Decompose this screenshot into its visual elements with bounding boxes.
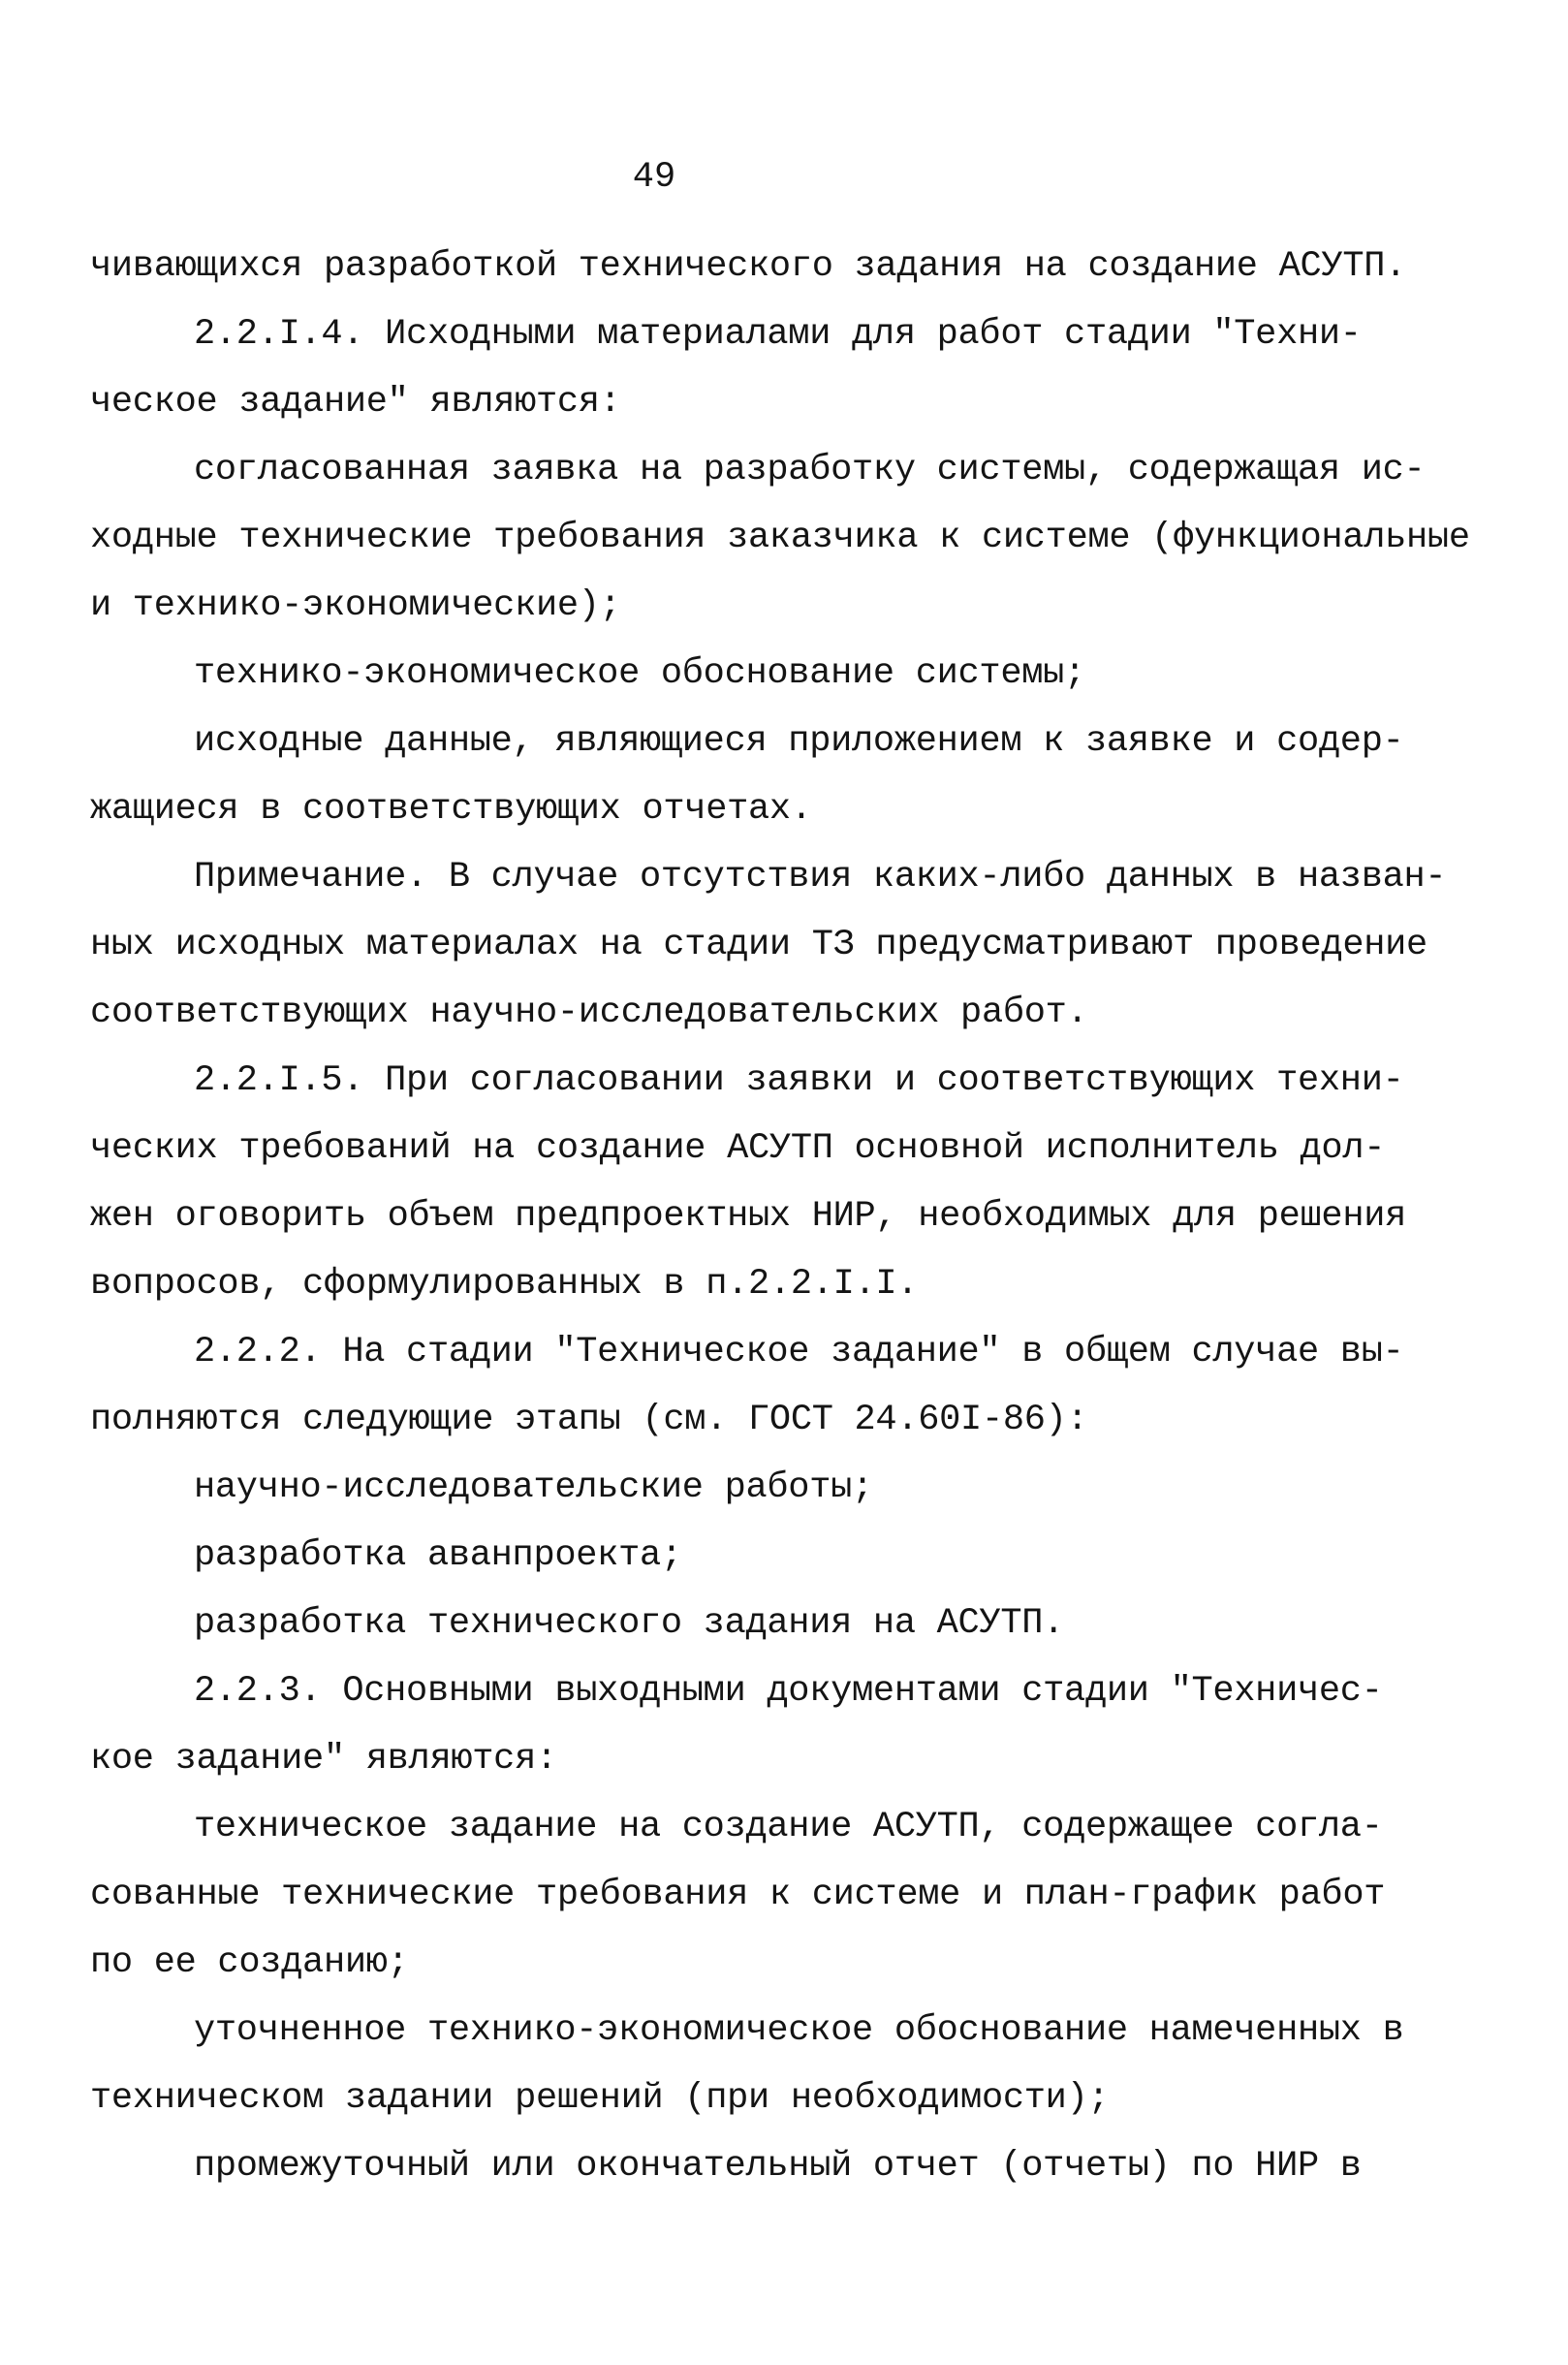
- text-line: жащиеся в соответствующих отчетах.: [90, 789, 812, 830]
- text-line: уточненное технико-экономическое обоснование намеченных в: [194, 2010, 1404, 2051]
- text-line: по ее созданию;: [90, 1942, 409, 1983]
- text-line: научно-исследовательские работы;: [194, 1467, 873, 1508]
- text-line: полняются следующие этапы (см. ГОСТ 24.60I-86):: [90, 1400, 1088, 1440]
- text-line: согласованная заявка на разработку системы, содержащая ис-: [194, 450, 1426, 490]
- text-line: техническое задание на создание АСУТП, содержащее согла-: [194, 1807, 1383, 1847]
- text-line: 2.2.2. На стадии "Техническое задание" в общем случае вы-: [194, 1332, 1404, 1372]
- text-line: разработка аванпроекта;: [194, 1535, 682, 1576]
- text-line: ческое задание" являются:: [90, 382, 621, 423]
- text-line: технико-экономическое обоснование системы;: [194, 653, 1085, 694]
- text-line: разработка технического задания на АСУТП.: [194, 1603, 1065, 1644]
- text-line: промежуточный или окончательный отчет (отчеты) по НИР в: [194, 2146, 1362, 2187]
- text-line: 2.2.3. Основными выходными документами стадии "Техничес-: [194, 1671, 1383, 1712]
- text-line: 2.2.I.4. Исходными материалами для работ стадии "Техни-: [194, 314, 1362, 355]
- text-line: Примечание. В случае отсутствия каких-либо данных в назван-: [194, 857, 1447, 898]
- text-line: кое задание" являются:: [90, 1739, 557, 1780]
- text-line: соответствующих научно-исследовательских работ.: [90, 993, 1088, 1033]
- text-line: ческих требований на создание АСУТП основной исполнитель дол-: [90, 1128, 1386, 1169]
- text-line: жен оговорить объем предпроектных НИР, необходимых для решения: [90, 1196, 1407, 1237]
- text-line: и технико-экономические);: [90, 585, 621, 626]
- text-line: чивающихся разработкой технического задания на создание АСУТП.: [90, 246, 1407, 287]
- text-line: сованные технические требования к системе и план-график работ: [90, 1875, 1386, 1915]
- text-line: ных исходных материалах на стадии ТЗ предусматривают проведение: [90, 925, 1427, 965]
- text-line: 2.2.I.5. При согласовании заявки и соответствующих техни-: [194, 1060, 1404, 1101]
- text-line: ходные технические требования заказчика к системе (функциональные: [90, 518, 1470, 558]
- text-line: техническом задании решений (при необходимости);: [90, 2078, 1110, 2119]
- text-line: вопросов, сформулированных в п.2.2.I.I.: [90, 1264, 919, 1305]
- text-line: исходные данные, являющиеся приложением к заявке и содер-: [194, 721, 1404, 762]
- page-number: 49: [632, 157, 676, 198]
